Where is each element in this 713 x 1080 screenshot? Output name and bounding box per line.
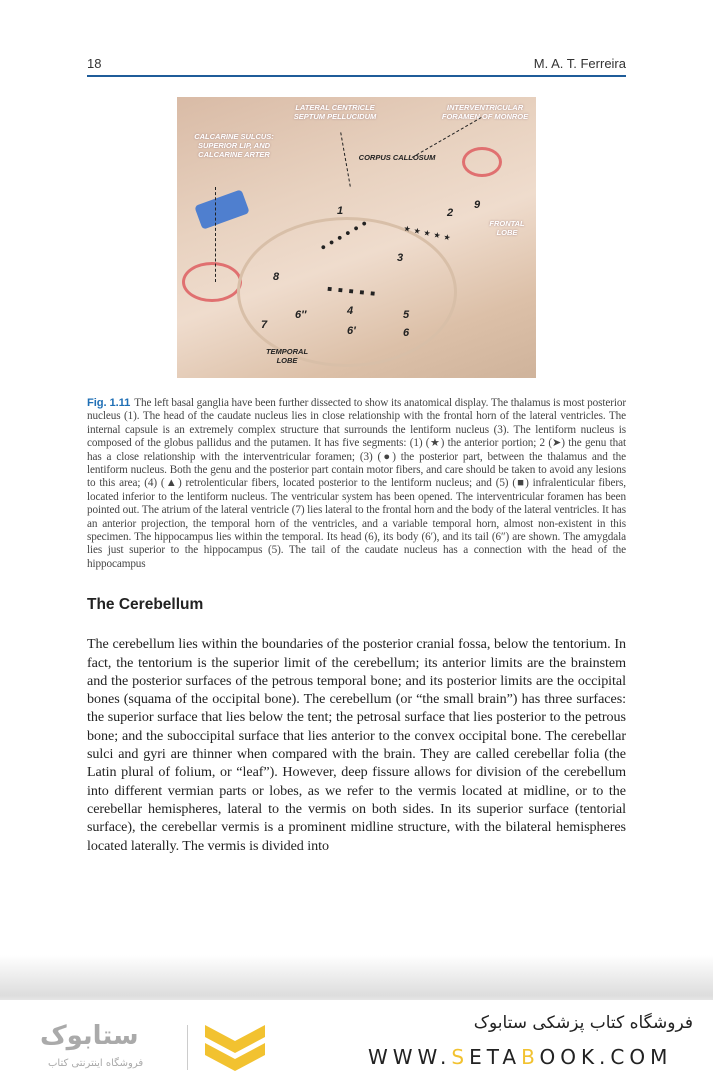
num-6-prime: 6′: [347, 325, 356, 337]
divider: [187, 1025, 188, 1070]
store-logo[interactable]: [40, 1020, 275, 1075]
figure-label: Fig. 1.11: [87, 397, 131, 409]
num-8: 8: [273, 271, 280, 283]
num-1: 1: [337, 205, 344, 217]
url-part: ETA: [469, 1045, 522, 1069]
figure-caption: [87, 397, 626, 571]
num-5: 5: [403, 309, 410, 321]
store-url[interactable]: [368, 1045, 672, 1069]
logo-subtitle: فروشگاه اینترنتی کتاب: [48, 1058, 144, 1069]
logo-name: ستابوک: [40, 1021, 139, 1051]
artery: [182, 262, 242, 302]
label-frontal-lobe: FRONTAL LOBE: [489, 219, 525, 237]
label-foramen: INTERVENTRICULAR FORAMEN OF MONROE: [441, 103, 529, 121]
label-lateral-ventricle: LATERAL CENTRICLE SEPTUM PELLUCIDUM: [293, 103, 377, 121]
label-temporal-lobe: TEMPORAL LOBE: [265, 347, 309, 365]
star-markers: ★★★★★: [402, 223, 455, 244]
page-header: [87, 55, 626, 77]
num-9: 9: [474, 199, 481, 211]
url-part: WWW.: [368, 1045, 452, 1069]
num-2: 2: [447, 207, 454, 219]
main-text: [87, 397, 626, 855]
num-6: 6: [403, 327, 410, 339]
label-calcarine: CALCARINE SULCUS: SUPERIOR LIP, AND CALCARINE ARTER: [194, 132, 274, 159]
page-number: 18: [87, 56, 102, 71]
body-paragraph: The cerebellum lies within the boundaries of the posterior cranial fossa, below the tentorium. In fact, the tentorium is the superior limit of the cerebellum; its anterior limits are the brainstem and the posterior surfaces of the petrous temporal bone; and its posterior limits are the occipital bones (squama of the occipital bone). The cerebellum (or “the small brain”) has three surfaces: the superior surface that lies below the tent; the petrosal surface that lies posterior to the petrous bone; and the suboccipital surface that lies anterior to the convex occipital bone. The cerebellar sulci and gyri are thinner when compared with the brain. They are called cerebellar folia (the Latin plural of folium, or “leaf”). However, deep fissure allows for division of the cerebellum into different vermian parts or lobes, as we refer to the vermis located at midline, or to the cerebellar hemispheres, lateral to the vermis on both sides. In its superior surface (tentorial surface), the cerebellar vermis is a prominent midline structure, with the bilateral hemispheres located laterally. The vermis is divided into: [87, 636, 626, 854]
footer-banner: [0, 1000, 713, 1080]
bottom-fade: [0, 955, 713, 1000]
num-4: 4: [347, 305, 354, 317]
url-part: OOK.COM: [539, 1045, 673, 1069]
arrow: [215, 187, 216, 282]
figure-brain-dissection: [177, 97, 536, 378]
blue-marker: [194, 189, 250, 230]
dot-markers: ●●●●●●: [318, 215, 373, 253]
artery: [462, 147, 502, 177]
chevron-logo-icon: [200, 1023, 270, 1075]
num-3: 3: [397, 252, 404, 264]
store-name: فروشگاه کتاب پزشکی ستابوک: [473, 1013, 693, 1033]
url-part: B: [521, 1045, 540, 1069]
square-markers: ■■■■■: [326, 284, 382, 299]
label-corpus-callosum: CORPUS CALLOSUM: [358, 153, 436, 162]
running-author: M. A. T. Ferreira: [533, 56, 626, 71]
url-part: S: [451, 1045, 470, 1069]
caption-text: The left basal ganglia have been further dissected to show its anatomical display. The thalamus is most posterior nucleus (1). The head of the caudate nucleus lies in close relationship with the frontal horn of the lateral ventricles. The internal capsule is an extremely complex structure that surrounds the lentiform nucleus (3). The lentiform nucleus is composed of the globus pallidus and the putamen. It has five segments: (1) (★) the anterior portion; 2 (➤) the genu that has a close relationship with the interventricular foramen; (3) (●) the posterior part, between the thalamus and the lentiform nucleus. Both the genu and the posterior part contain motor fibers, and care should be taken to avoid any lesions to this area; (4) (▲) retrolenticular fibers, located posterior to the lentiform nucleus; and (5) (■) infralenticular fibers, located inferior to the lentiform nucleus. The ventricular system has been opened. The interventricular foramen has been pointed out. The atrium of the lateral ventricle (7) lies lateral to the frontal horn and the body of the lateral ventricles. It has an anterior projection, the temporal horn of the ventricles, and a variable temporal horn, almost non-existent in this specimen. The hippocampus lies within the temporal. Its head (6), its body (6′), and its tail (6″) are shown. The amygdala lies just superior to the hippocampus (5). The tail of the caudate nucleus has a connection with the head of the hippocampus: [87, 397, 627, 570]
num-7: 7: [261, 319, 268, 331]
section-heading: The Cerebellum: [87, 596, 204, 614]
num-6-double-prime: 6′′: [295, 309, 307, 321]
